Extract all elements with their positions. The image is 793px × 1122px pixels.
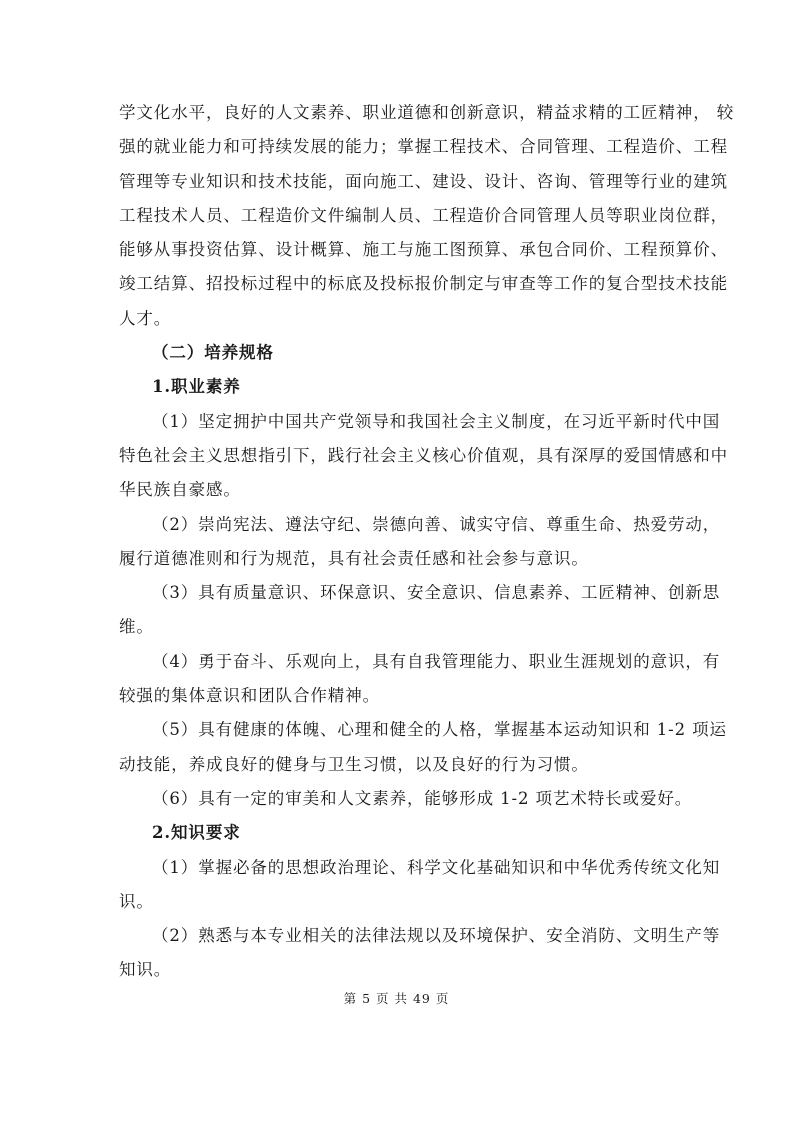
section-heading: （二）培养规格	[152, 343, 274, 363]
subsection-heading: 2.知识要求	[152, 823, 241, 843]
list-item-line: 维。	[119, 617, 154, 637]
list-item-line: 较强的集体意识和团队合作精神。	[119, 686, 380, 706]
list-item-line: 动技能，养成良好的健身与卫生习惯，以及良好的行为习惯。	[119, 754, 589, 774]
list-item-line: 履行道德准则和行为规范，具有社会责任感和社会参与意识。	[119, 548, 589, 568]
list-item-line: （6）具有一定的审美和人文素养，能够形成 1-2 项艺术特长或爱好。	[152, 788, 693, 808]
list-item-line: （5）具有健康的体魄、心理和健全的人格，掌握基本运动知识和 1-2 项运	[152, 720, 727, 740]
list-item-line: 华民族自豪感。	[119, 480, 241, 500]
list-item-line: （1）掌握必备的思想政治理论、科学文化基础知识和中华优秀传统文化知	[152, 857, 721, 877]
page-number-footer: 第 5 页 共 49 页	[343, 991, 450, 1006]
list-item-line: （2）熟悉与本专业相关的法律法规以及环境保护、安全消防、文明生产等	[152, 926, 721, 946]
list-item-line: （4）勇于奋斗、乐观向上，具有自我管理能力、职业生涯规划的意识，有	[152, 651, 721, 671]
document-body	[119, 96, 735, 988]
paragraph-line: 人才。	[119, 308, 172, 328]
list-item-line: （3）具有质量意识、环保意识、安全意识、信息素养、工匠精神、创新思	[152, 583, 721, 603]
subsection-heading: 1.职业素养	[152, 377, 241, 397]
paragraph-line: 工程技术人员、工程造价文件编制人员、工程造价合同管理人员等职业岗位群，	[119, 205, 728, 225]
paragraph-line: 竣工结算、招投标过程中的标底及投标报价制定与审查等工作的复合型技术技能	[119, 274, 728, 294]
list-item-line: 特色社会主义思想指引下，践行社会主义核心价值观，具有深厚的爱国情感和中	[119, 445, 728, 465]
paragraph-line: 学文化水平，良好的人文素养、职业道德和创新意识，精益求精的工匠精神， 较	[119, 103, 735, 122]
list-item-line: （2）崇尚宪法、遵法守纪、崇德向善、诚实守信、尊重生命、热爱劳动，	[152, 514, 721, 534]
paragraph-line: 强的就业能力和可持续发展的能力；掌握工程技术、合同管理、工程造价、工程	[119, 137, 728, 157]
paragraph-line: 能够从事投资估算、设计概算、施工与施工图预算、承包合同价、工程预算价、	[119, 240, 728, 260]
paragraph-line: 管理等专业知识和技术技能，面向施工、建设、设计、咨询、管理等行业的建筑	[119, 171, 728, 191]
list-item-line: 识。	[119, 891, 154, 911]
list-item-line: （1）坚定拥护中国共产党领导和我国社会主义制度，在习近平新时代中国	[152, 411, 721, 431]
list-item-line: 知识。	[119, 960, 172, 980]
